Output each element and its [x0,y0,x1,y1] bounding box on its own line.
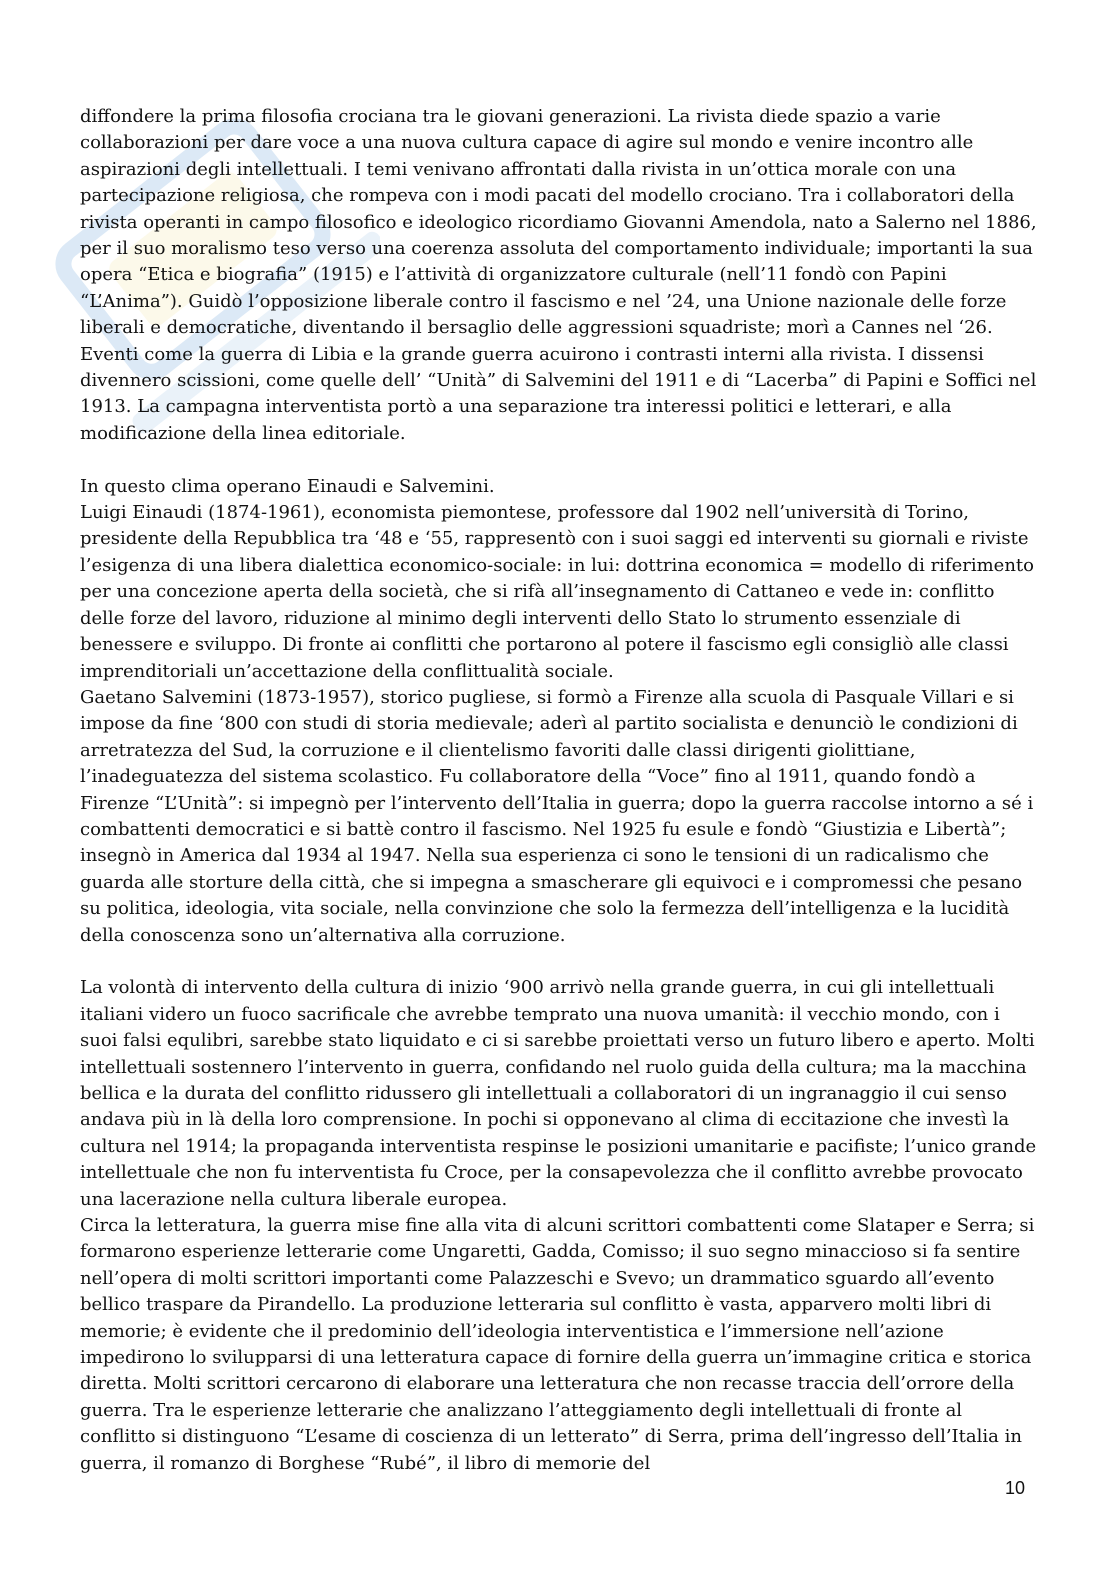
paragraph-spacer [80,949,1040,975]
paragraph-voce: diffondere la prima filosofia crociana tra le giovani generazioni. La rivista diede spazio a varie collaborazioni per dare voce a una nuova cultura capace di agire sul mondo e venire incontro alle aspirazioni degli intellettuali. I temi venivano affrontati dalla rivista in un’ottica morale con una partecipazione religiosa, che rompeva con i modi pacati del modello crociano. Tra i collaboratori della rivista operanti in campo filosofico e ideologico ricordiamo Giovanni Amendola, nato a Salerno nel 1886, per il suo moralismo teso verso una coerenza assoluta del comportamento individuale; importanti la sua opera “Etica e biografia” (1915) e l’attività di organizzatore culturale (nell’11 fondò con Papini “L’Anima”). Guidò l’opposizione liberale contro il fascismo e nel ’24, una Unione nazionale delle forze liberali e democratiche, diventando il bersaglio delle aggressioni squadriste; morì a Cannes nel ‘26. Eventi come la guerra di Libia e la grande guerra acuirono i contrasti interni alla rivista. I dissensi divennero scissioni, come quelle dell’ “Unità” di Salvemini del 1911 e di “Lacerba” di Papini e Soffici nel 1913. La campagna interventista portò a una separazione tra interessi politici e letterari, e alla modificazione della linea editoriale. [80,106,1037,444]
paragraph-letteratura: Circa la letteratura, la guerra mise fine alla vita di alcuni scrittori combattenti come Slataper e Serra; si formarono esperienze letterarie come Ungaretti, Gadda, Comisso; il suo segno minaccioso si fa sentire nell’opera di molti scrittori importanti come Palazzeschi e Svevo; un drammatico sguardo all’evento bellico traspare da Pirandello. La produzione letteraria sul conflitto è vasta, apparvero molti libri di memorie; è evidente che il predominio dell’ideologia interventistica e l’immersione nell’azione impedirono lo svilupparsi di una letteratura capace di fornire della guerra un’immagine critica e storica diretta. Molti scrittori cercarono di elaborare una letteratura che non recasse traccia dell’orrore della guerra. Tra le esperienze letterarie che analizzano l’atteggiamento degli intellettuali di fronte al conflitto si distinguono “L’esame di coscienza di un letterato” di Serra, prima dell’ingresso dell’Italia in guerra, il romanzo di Borghese “Rubé”, il libro di memorie del [80,1215,1035,1474]
paragraph-grande-guerra: La volontà di intervento della cultura di inizio ‘900 arrivò nella grande guerra, in cui gli intellettuali italiani videro un fuoco sacrificale che avrebbe temprato una nuova umanità: il vecchio mondo, con i suoi falsi equlibri, sarebbe stato liquidato e ci si sarebbe proiettati verso un futuro libero e aperto. Molti intellettuali sostennero l’intervento in guerra, confidando nel ruolo guida della cultura; ma la macchina bellica e la durata del conflitto ridussero gli intellettuali a collaboratori di un ingranaggio il cui senso andava più in là della loro comprensione. In pochi si opponevano al clima di eccitazione che investì la cultura nel 1914; la propaganda interventista respinse le posizioni umanitarie e pacifiste; l’unico grande intellettuale che non fu interventista fu Croce, per la consapevolezza che il conflitto avrebbe provocato una lacerazione nella cultura liberale europea. [80,977,1037,1210]
document-body [80,104,1040,1477]
paragraph-einaudi: Luigi Einaudi (1874-1961), economista piemontese, professore dal 1902 nell’università di Torino, presidente della Repubblica tra ‘48 e ‘55, rappresentò con i suoi saggi ed interventi su giornali e riviste l’esigenza di una libera dialettica economico-sociale: in lui: dottrina economica = modello di riferimento per una concezione aperta della società, che si rifà all’insegnamento di Cattaneo e vede in: conflitto delle forze del lavoro, riduzione al minimo degli interventi dello Stato lo strumento essenziale di benessere e sviluppo. Di fronte ai conflitti che portarono al potere il fascismo egli consigliò alle classi imprenditoriali un’accettazione della conflittualità sociale. [80,502,1034,682]
paragraph-intro-einaudi-salvemini: In questo clima operano Einaudi e Salvemini. [80,475,495,497]
page-number: 10 [1005,1478,1026,1498]
paragraph-salvemini: Gaetano Salvemini (1873-1957), storico pugliese, si formò a Firenze alla scuola di Pasquale Villari e si impose da fine ‘800 con studi di storia medievale; aderì al partito socialista e denunciò le condizioni di arretratezza del Sud, la corruzione e il clientelismo favoriti dalle classi dirigenti giolittiane, l’inadeguatezza del sistema scolastico. Fu collaboratore della “Voce” fino al 1911, quando fondò a Firenze “L’Unità”: si impegnò per l’intervento dell’Italia in guerra; dopo la guerra raccolse intorno a sé i combattenti democratici e si battè contro il fascismo. Nel 1925 fu esule e fondò “Giustizia e Libertà”; insegnò in America dal 1934 al 1947. Nella sua esperienza ci sono le tensioni di un radicalismo che guarda alle storture della città, che si impegna a smascherare gli equivoci e i compromessi che pesano su politica, ideologia, vita sociale, nella convinzione che solo la fermezza dell’intelligenza e la lucidità della conoscenza sono un’alternativa alla corruzione. [80,686,1034,946]
paragraph-spacer [80,447,1040,473]
